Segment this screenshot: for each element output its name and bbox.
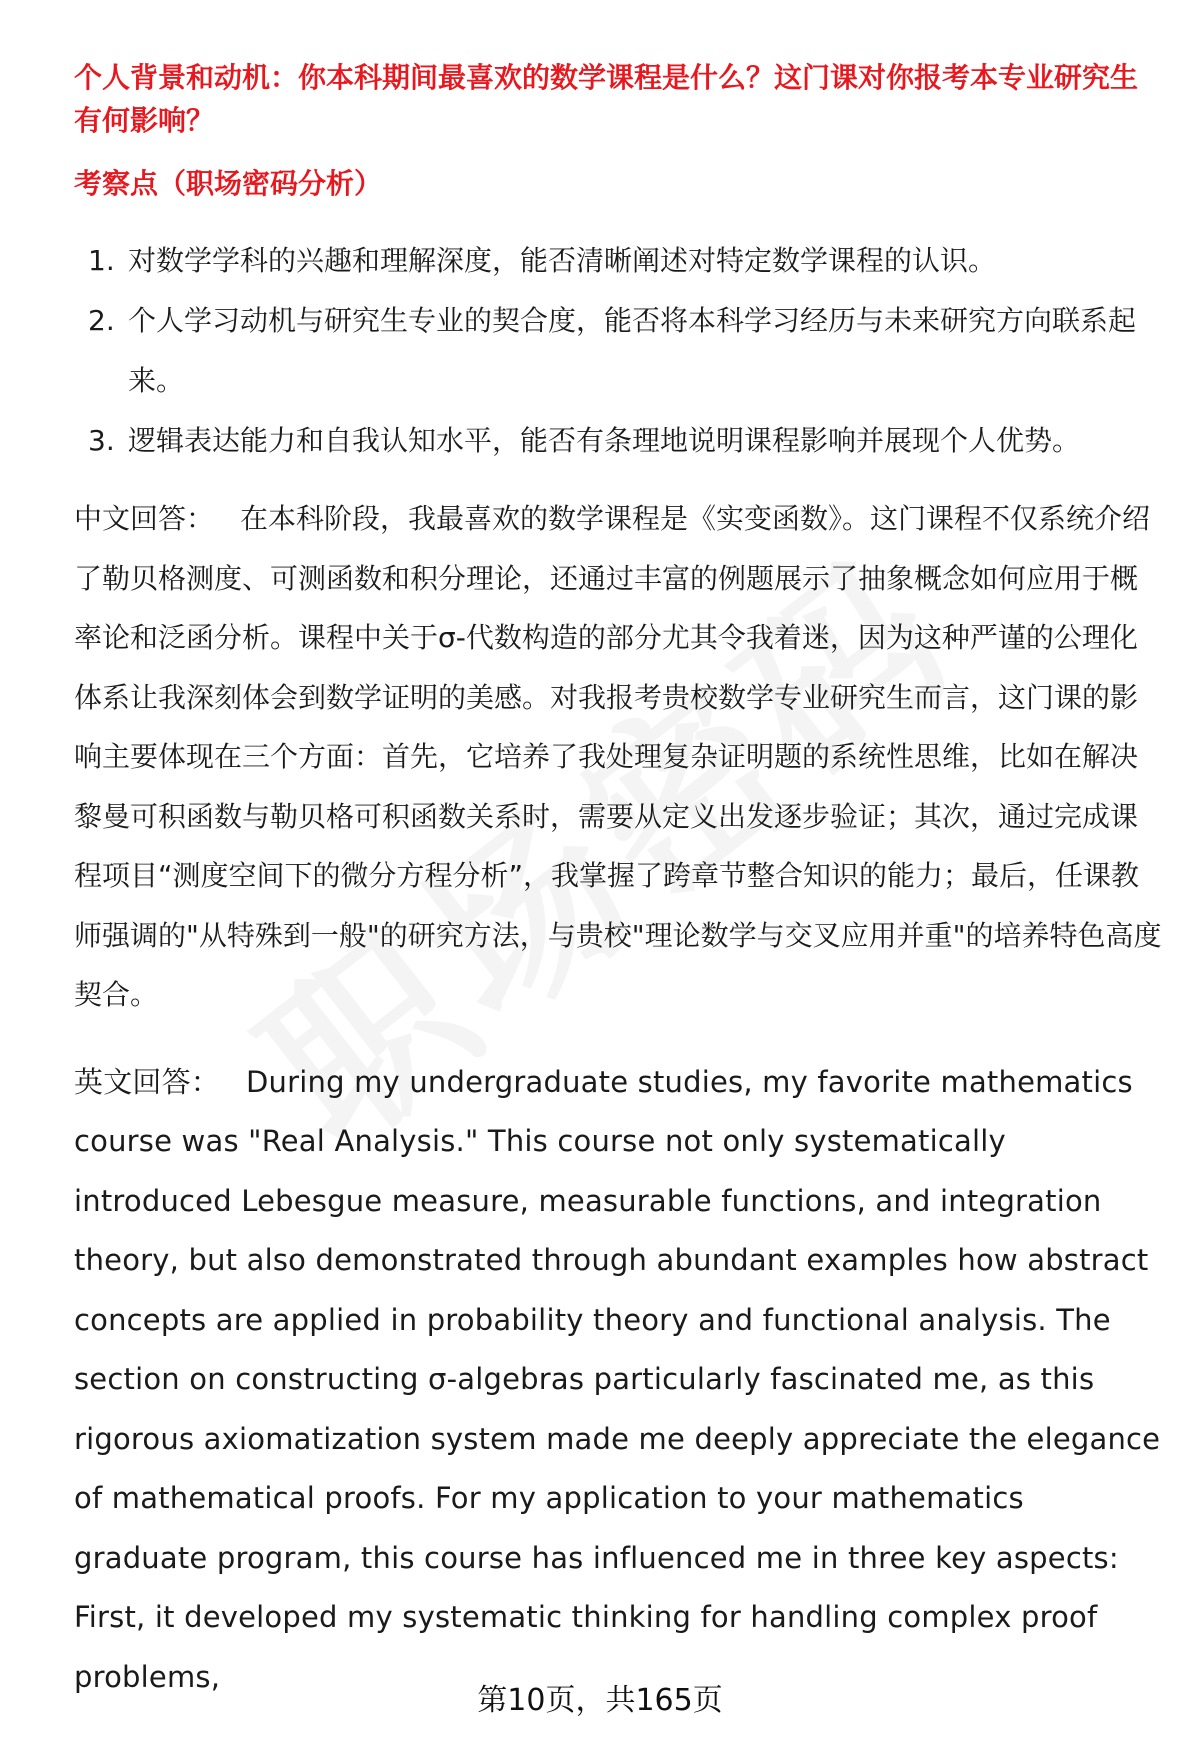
list-item-text: 对数学学科的兴趣和理解深度，能否清晰阐述对特定数学课程的认识。	[128, 244, 997, 277]
list-item	[74, 291, 1164, 411]
section-title: 考察点（职场密码分析）	[74, 167, 383, 200]
assessment-points-list	[74, 231, 1164, 471]
question-heading: 个人背景和动机：你本科期间最喜欢的数学课程是什么？这门课对你报考本专业研究生有何影响？	[74, 61, 1139, 137]
list-item-number: 2.	[88, 304, 115, 337]
list-item-text: 逻辑表达能力和自我认知水平，能否有条理地说明课程影响并展现个人优势。	[128, 424, 1081, 457]
list-item-text: 个人学习动机与研究生专业的契合度，能否将本科学习经历与未来研究方向联系起来。	[128, 304, 1137, 397]
chinese-answer	[74, 489, 1164, 1025]
chinese-answer-label: 中文回答：	[74, 502, 215, 535]
english-answer	[74, 1053, 1164, 1708]
list-item	[74, 411, 1164, 471]
document-body	[74, 56, 1164, 1707]
list-item-number: 1.	[88, 244, 115, 277]
page-footer: 第10页，共165页	[477, 1683, 723, 1718]
english-answer-text: During my undergraduate studies, my favorite mathematics course was "Real Analysis." This course not only systematically introduced Lebesgue measure, measurable functions, and integration theory, but also demonstrated through abundant examples how abstract concepts are applied in probability theory and functional analysis. The section on constructing σ-algebras particularly fascinated me, as this rigorous axiomatization system made me deeply appreciate the elegance of mathematical proofs. For my application to your mathematics graduate program, this course has influenced me in three key aspects: First, it developed my systematic thinking for handling complex proof problems,	[74, 1064, 1161, 1694]
list-item-number: 3.	[88, 424, 115, 457]
english-answer-label: 英文回答：	[74, 1064, 221, 1099]
list-item	[74, 231, 1164, 291]
chinese-answer-text: 在本科阶段，我最喜欢的数学课程是《实变函数》。这门课程不仅系统介绍了勒贝格测度、可测函数和积分理论，还通过丰富的例题展示了抽象概念如何应用于概率论和泛函分析。课程中关于σ-代数构造的部分尤其令我着迷，因为这种严谨的公理化体系让我深刻体会到数学证明的美感。对我报考贵校数学专业研究生而言，这门课的影响主要体现在三个方面：首先，它培养了我处理复杂证明题的系统性思维，比如在解决黎曼可积函数与勒贝格可积函数关系时，需要从定义出发逐步验证；其次，通过完成课程项目“测度空间下的微分方程分析”，我掌握了跨章节整合知识的能力；最后，任课教师强调的"从特殊到一般"的研究方法，与贵校"理论数学与交叉应用并重"的培养特色高度契合。	[74, 502, 1162, 1011]
